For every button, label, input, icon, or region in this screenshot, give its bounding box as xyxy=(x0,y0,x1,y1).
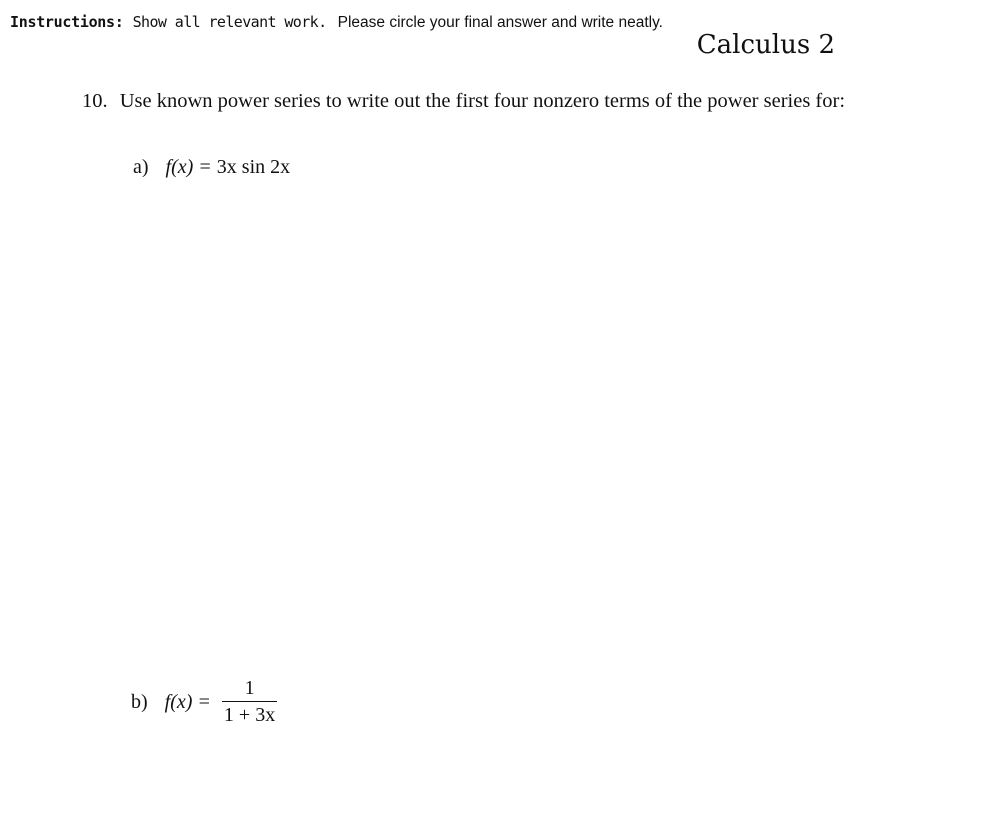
question-number: 10. xyxy=(82,90,108,112)
part-b-fraction xyxy=(222,677,277,726)
fraction-numerator: 1 xyxy=(222,677,277,702)
part-a xyxy=(133,156,290,179)
part-b-label: b) xyxy=(131,691,148,714)
instructions-rest: Please circle your final answer and write neatly. xyxy=(337,14,663,31)
part-a-label: a) xyxy=(133,156,149,178)
course-title: Calculus 2 xyxy=(696,30,835,60)
instructions-line xyxy=(10,12,663,32)
part-a-lhs: f(x) = xyxy=(165,156,212,178)
part-a-rhs: 3x sin 2x xyxy=(216,156,291,178)
question-prompt xyxy=(82,90,845,113)
question-text: Use known power series to write out the first four nonzero terms of the power series for: xyxy=(119,90,846,112)
instructions-show-work: Show all relevant work. xyxy=(132,13,327,31)
part-b-lhs: f(x) = xyxy=(164,691,211,714)
part-b xyxy=(131,679,277,728)
instructions-label: Instructions: xyxy=(10,13,124,31)
fraction-denominator: 1 + 3x xyxy=(223,704,276,726)
